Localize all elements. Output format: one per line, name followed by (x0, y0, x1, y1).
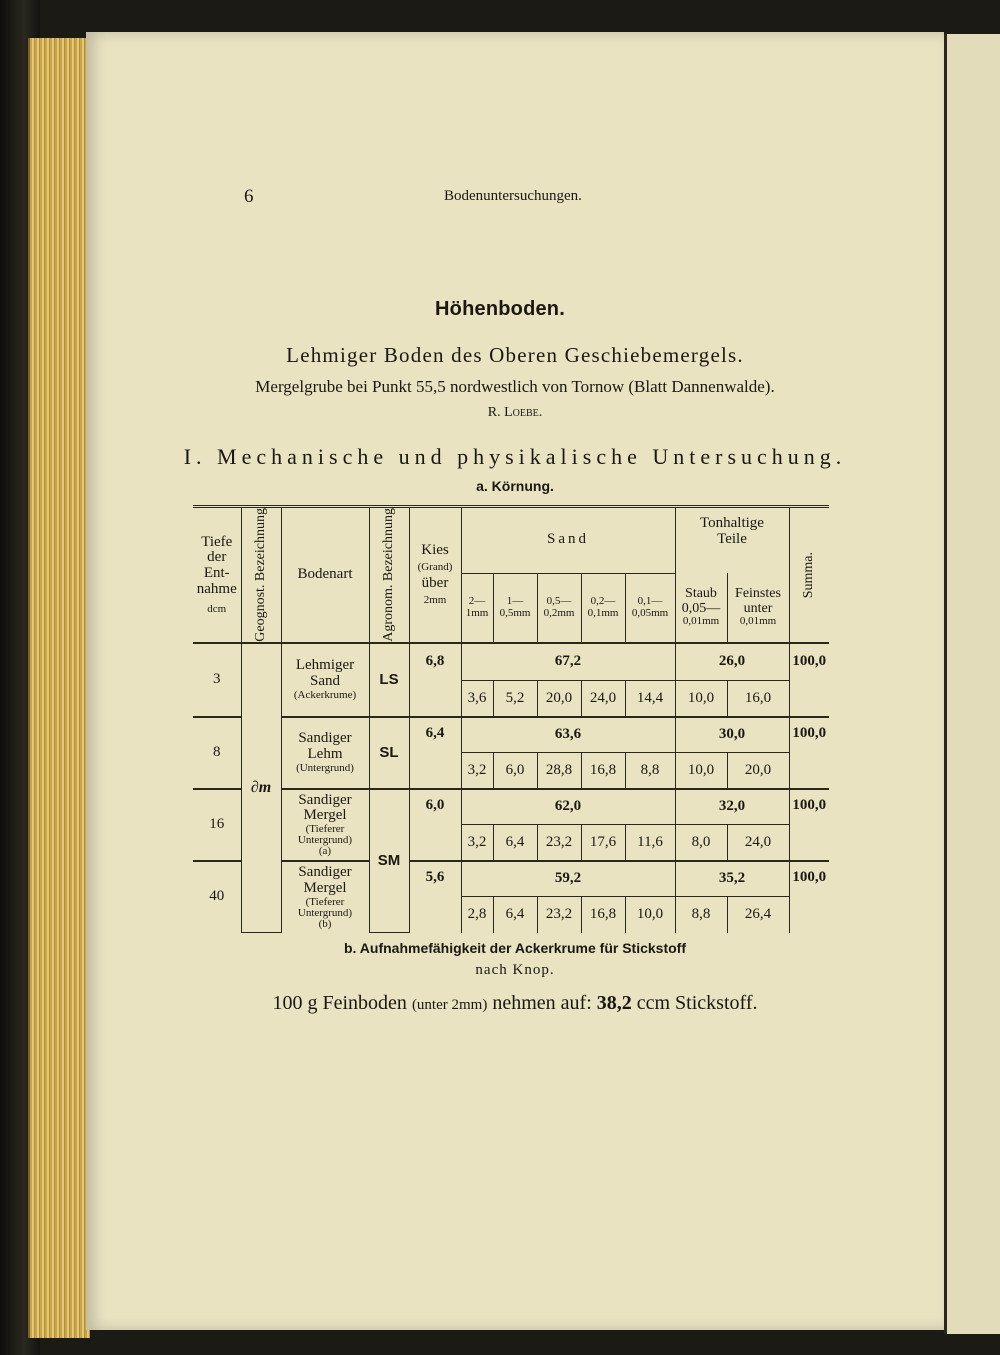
result-unit: ccm Stickstoff. (636, 992, 758, 1014)
result-post: nehmen auf: (492, 992, 592, 1014)
row-4-feinstes: 26,4 (727, 897, 789, 933)
subtitle: Lehmiger Boden des Oberen Geschiebemergels. (286, 343, 744, 367)
row-4-summa: 100,0 (789, 861, 829, 933)
subsection-b-title: b. Aufnahmefähigkeit der Ackerkrume für Stickstoff (343, 940, 687, 956)
row-4-bodenart (281, 861, 369, 933)
row-3-agronom: SM (369, 789, 409, 933)
header-sand: Sand (461, 507, 675, 574)
row-1-sand-3: 20,0 (537, 681, 581, 717)
row-3-bodenart-l2: Mergel (303, 807, 347, 824)
row-2-sand-3: 28,8 (537, 753, 581, 789)
header-tiefe (193, 507, 241, 643)
header-summa (789, 507, 829, 643)
header-tiefe-l3: Ent- (203, 565, 230, 582)
row-4-sand-2: 6,4 (493, 897, 537, 933)
header-kies-l4: 2mm (423, 594, 447, 607)
page-title: Höhenboden. (435, 298, 565, 320)
row-1-sand-1: 3,6 (461, 681, 493, 717)
row-3-tiefe: 16 (193, 789, 241, 861)
header-sand-2: 1— 0,5mm (493, 573, 537, 643)
result-pre: 100 g Feinboden (272, 992, 407, 1014)
row-3-bodenart-note: (Tieferer Untergrund) (a) (297, 823, 353, 857)
header-summa-text: Summa. (800, 551, 816, 599)
row-1-bodenart-l2: Sand (310, 672, 340, 689)
row-3-staub: 8,0 (675, 825, 727, 861)
row-3-sand-1: 3,2 (461, 825, 493, 861)
row-3-sand-2: 6,4 (493, 825, 537, 861)
subsection-a-title: a. Körnung. (476, 478, 554, 494)
row-2-feinstes: 20,0 (727, 753, 789, 789)
row-4-bodenart-l2: Mergel (303, 879, 347, 896)
header-bodenart: Bodenart (281, 507, 369, 643)
row-2-ton-total: 30,0 (675, 717, 789, 753)
header-ton-l2: Teile (717, 530, 747, 547)
header-sand-4: 0,2— 0,1mm (581, 573, 625, 643)
author: R. Loebe. (487, 405, 543, 420)
header-feinstes-l3: 0,01mm (739, 615, 777, 628)
header-sand-5: 0,1— 0,05mm (625, 573, 675, 643)
header-geognost-text: Geognost. Bezeichnung (252, 508, 268, 642)
row-2-sand-4: 16,8 (581, 753, 625, 789)
header-agronom-text: Agronom. Bezeichnung (380, 508, 396, 642)
header-tiefe-l2: der (207, 549, 227, 566)
header-staub-l2: 0,05— (681, 600, 721, 616)
row-2-kies: 6,4 (409, 717, 461, 789)
row-4-tiefe: 40 (193, 861, 241, 933)
row-4-sand-total: 59,2 (461, 861, 675, 897)
header-kies-l3: über (421, 575, 449, 592)
row-1-bodenart-l1: Lehmiger (295, 657, 355, 674)
location-line: Mergelgrube bei Punkt 55,5 nordwestlich von Tornow (Blatt Dannenwalde). (255, 377, 775, 396)
row-1-tiefe: 3 (193, 643, 241, 717)
header-ton-l1: Tonhaltige (700, 515, 764, 531)
geognost-value: ∂m (241, 643, 281, 933)
row-1-feinstes: 16,0 (727, 681, 789, 717)
result-paren: (unter 2mm) (411, 997, 488, 1013)
row-3-sand-5: 11,6 (625, 825, 675, 861)
page-number: 6 (244, 186, 254, 207)
row-4-sand-1: 2,8 (461, 897, 493, 933)
row-2-tiefe: 8 (193, 717, 241, 789)
page-edges (28, 38, 90, 1338)
row-2-agronom: SL (369, 717, 409, 789)
row-2-summa: 100,0 (789, 717, 829, 789)
row-3-sand-3: 23,2 (537, 825, 581, 861)
row-1-bodenart (281, 643, 369, 717)
row-4-sand-3: 23,2 (537, 897, 581, 933)
running-title: Bodenuntersuchungen. (444, 188, 582, 204)
row-1-sand-total: 67,2 (461, 643, 675, 681)
row-3-kies: 6,0 (409, 789, 461, 861)
row-3-feinstes: 24,0 (727, 825, 789, 861)
row-4-sand-4: 16,8 (581, 897, 625, 933)
row-4-bodenart-l1: Sandiger (298, 864, 352, 880)
header-tiefe-l1: Tiefe (201, 533, 233, 550)
row-2-sand-2: 6,0 (493, 753, 537, 789)
row-3-summa: 100,0 (789, 789, 829, 861)
header-staub-l3: 0,01mm (682, 615, 720, 628)
header-feinstes-l1: Feinstes (735, 586, 781, 602)
header-kies-l2: (Grand) (417, 560, 453, 573)
row-3-bodenart-l1: Sandiger (298, 791, 352, 808)
section-title: I. Mechanische und physikalische Untersuchung. (183, 444, 847, 469)
header-ton (675, 507, 789, 574)
row-4-kies: 5,6 (409, 861, 461, 933)
row-4-staub: 8,8 (675, 897, 727, 933)
header-feinstes-l2: unter (743, 600, 773, 616)
row-2-bodenart-l1: Sandiger (298, 730, 352, 747)
row-4-bodenart-note: (Tieferer Untergrund) (b) (297, 895, 353, 930)
row-1-sand-5: 14,4 (625, 681, 675, 717)
row-2-bodenart-note: (Untergrund) (296, 761, 354, 774)
header-sand-1: 2— 1mm (461, 573, 493, 643)
facing-page-edge (944, 34, 1000, 1334)
header-kies (409, 507, 461, 643)
header-tiefe-unit: dcm (207, 602, 227, 615)
row-1-staub: 10,0 (675, 681, 727, 717)
row-1-sand-2: 5,2 (493, 681, 537, 717)
row-1-bodenart-note: (Ackerkrume) (293, 688, 357, 701)
header-agronom (369, 507, 409, 643)
row-3-bodenart (281, 789, 369, 861)
row-1-ton-total: 26,0 (675, 643, 789, 681)
row-2-bodenart (281, 717, 369, 789)
row-1-kies: 6,8 (409, 643, 461, 717)
row-1-sand-4: 24,0 (581, 681, 625, 717)
row-2-sand-5: 8,8 (625, 753, 675, 789)
grain-size-table (193, 505, 829, 933)
row-2-staub: 10,0 (675, 753, 727, 789)
row-2-sand-total: 63,6 (461, 717, 675, 753)
subsection-b-method: nach Knop. (475, 962, 555, 978)
header-feinstes (727, 573, 789, 643)
row-3-ton-total: 32,0 (675, 789, 789, 825)
row-2-bodenart-l2: Lehm (307, 745, 343, 762)
row-3-sand-4: 17,6 (581, 825, 625, 861)
row-1-agronom: LS (369, 643, 409, 717)
header-tiefe-l4: nahme (196, 580, 237, 597)
row-4-sand-5: 10,0 (625, 897, 675, 933)
header-staub-l1: Staub (685, 586, 717, 602)
header-geognost (241, 507, 281, 643)
nitrogen-result (0, 992, 1000, 1015)
result-value: 38,2 (596, 992, 632, 1014)
header-staub (675, 573, 727, 643)
row-3-sand-total: 62,0 (461, 789, 675, 825)
row-2-sand-1: 3,2 (461, 753, 493, 789)
row-1-summa: 100,0 (789, 643, 829, 717)
header-kies-l1: Kies (421, 542, 449, 559)
header-sand-3: 0,5— 0,2mm (537, 573, 581, 643)
row-4-ton-total: 35,2 (675, 861, 789, 897)
